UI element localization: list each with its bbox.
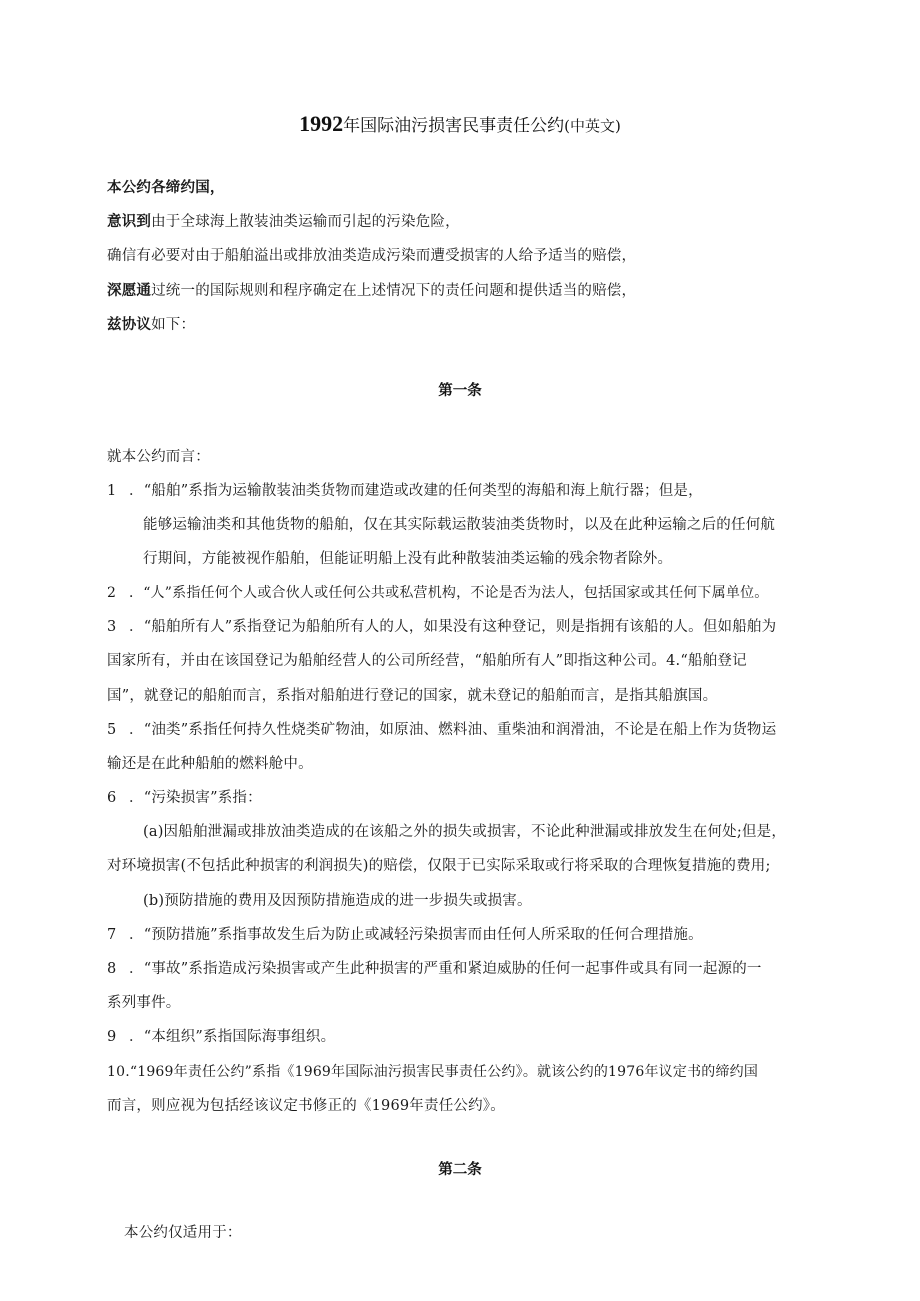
preamble-p4 xyxy=(107,281,636,301)
article-1-item-6-a-line-2: 对环境损害(不包括此种损害的利润损失)的赔偿，仅限于已实际采取或行将采取的合理恢复措施的费用; xyxy=(107,858,771,874)
preamble-p5-label: 兹协议 xyxy=(107,317,152,333)
item-number: 3 xyxy=(107,619,117,635)
item-number: 7 xyxy=(107,927,117,943)
article-1-heading: 第一条 xyxy=(438,383,482,399)
article-1-item-9 xyxy=(107,1027,335,1047)
article-1-item-6-b: (b)预防措施的费用及因预防措施造成的进一步损失或损害。 xyxy=(143,893,532,909)
article-1-item-3-line-3: 国”，就登记的船舶而言，系指对船舶进行登记的国家，就未登记的船舶而言，是指其船旗国。 xyxy=(107,688,718,704)
item-text: ．“船舶所有人”系指登记为船舶所有人的人，如果没有这种登记，则是指拥有该船的人。但如船舶为 xyxy=(129,619,777,635)
article-1-item-8 xyxy=(107,959,762,979)
article-1-item-8-line-2: 系列事件。 xyxy=(107,995,181,1011)
item-text: ．“污染损害”系指： xyxy=(129,790,262,806)
article-1-item-10: 10.“1969年责任公约”系指《1969年国际油污损害民事责任公约》。就该公约的1976年议定书的缔约国 xyxy=(107,1064,759,1080)
item-text: ．“人”系指任何个人或合伙人或任何公共或私营机构，不论是否为法人，包括国家或其任何下属单位。 xyxy=(129,585,769,601)
article-1-item-5 xyxy=(107,720,776,740)
article-2-heading: 第二条 xyxy=(438,1162,482,1178)
article-1-item-2 xyxy=(107,583,769,603)
article-1-item-7 xyxy=(107,925,703,945)
title-paren: (中英文) xyxy=(564,117,621,135)
item-number: 8 xyxy=(107,961,117,977)
article-1-item-6-a: (a)因船舶泄漏或排放油类造成的在该船之外的损失或损害，不论此种泄漏或排放发生在何处;但是， xyxy=(143,824,787,840)
item-number: 2 xyxy=(107,585,117,601)
preamble-p5-text: 如下： xyxy=(151,317,196,333)
title-text: 年国际油污损害民事责任公约 xyxy=(343,116,565,136)
article-1-item-10-line-2: 而言，则应视为包括经该议定书修正的《1969年责任公约》。 xyxy=(107,1098,505,1114)
article-1-item-3 xyxy=(107,617,776,637)
article-1-item-1-line-3: 行期间，方能被视作船舶，但能证明船上没有此种散装油类运输的残余物者除外。 xyxy=(143,551,673,567)
preamble-p4-label: 深愿通 xyxy=(107,283,152,299)
article-1-item-1 xyxy=(107,481,703,501)
article-1-item-6 xyxy=(107,788,262,808)
document-title xyxy=(0,111,920,139)
item-text: ．“本组织”系指国际海事组织。 xyxy=(129,1029,336,1045)
preamble-p4-text: 过统一的国际规则和程序确定在上述情况下的责任问题和提供适当的赔偿， xyxy=(151,283,637,299)
preamble-p2-text: 由于全球海上散装油类运输而引起的污染危险， xyxy=(151,214,460,230)
item-text: ．“事故”系指造成污染损害或产生此种损害的严重和紧迫威胁的任何一起事件或具有同一起源的一 xyxy=(129,961,762,977)
preamble-p5 xyxy=(107,315,195,335)
article-1-intro: 就本公约而言： xyxy=(107,449,210,465)
article-2-intro: 本公约仅适用于： xyxy=(124,1225,242,1241)
item-text: ．“船舶”系指为运输散装油类货物而建造或改建的任何类型的海船和海上航行器；但是， xyxy=(129,483,703,499)
preamble-p3: 确信有必要对由于船舶溢出或排放油类造成污染而遭受损害的人给予适当的赔偿， xyxy=(107,248,637,264)
item-number: 6 xyxy=(107,790,117,806)
item-number: 5 xyxy=(107,722,117,738)
item-text: ．“油类”系指任何持久性烧类矿物油，如原油、燃料油、重柴油和润滑油，不论是在船上作为货物运 xyxy=(129,722,777,738)
preamble-p1: 本公约各缔约国， xyxy=(107,180,225,196)
preamble-p2 xyxy=(107,212,460,232)
article-1-item-3-line-2: 国家所有，并由在该国登记为船舶经营人的公司所经营，“船舶所有人”即指这种公司。4.“船舶登记 xyxy=(107,653,747,669)
item-text: ．“预防措施”系指事故发生后为防止或减轻污染损害而由任何人所采取的任何合理措施。 xyxy=(129,927,703,943)
article-1-item-5-line-2: 输还是在此种船舶的燃料舱中。 xyxy=(107,756,313,772)
article-1-item-1-line-2: 能够运输油类和其他货物的船舶，仅在其实际载运散装油类货物时，以及在此种运输之后的任何航 xyxy=(143,517,776,533)
item-number: 1 xyxy=(107,483,117,499)
title-year: 1992 xyxy=(299,111,344,136)
item-number: 9 xyxy=(107,1029,117,1045)
preamble-p2-label: 意识到 xyxy=(107,214,152,230)
